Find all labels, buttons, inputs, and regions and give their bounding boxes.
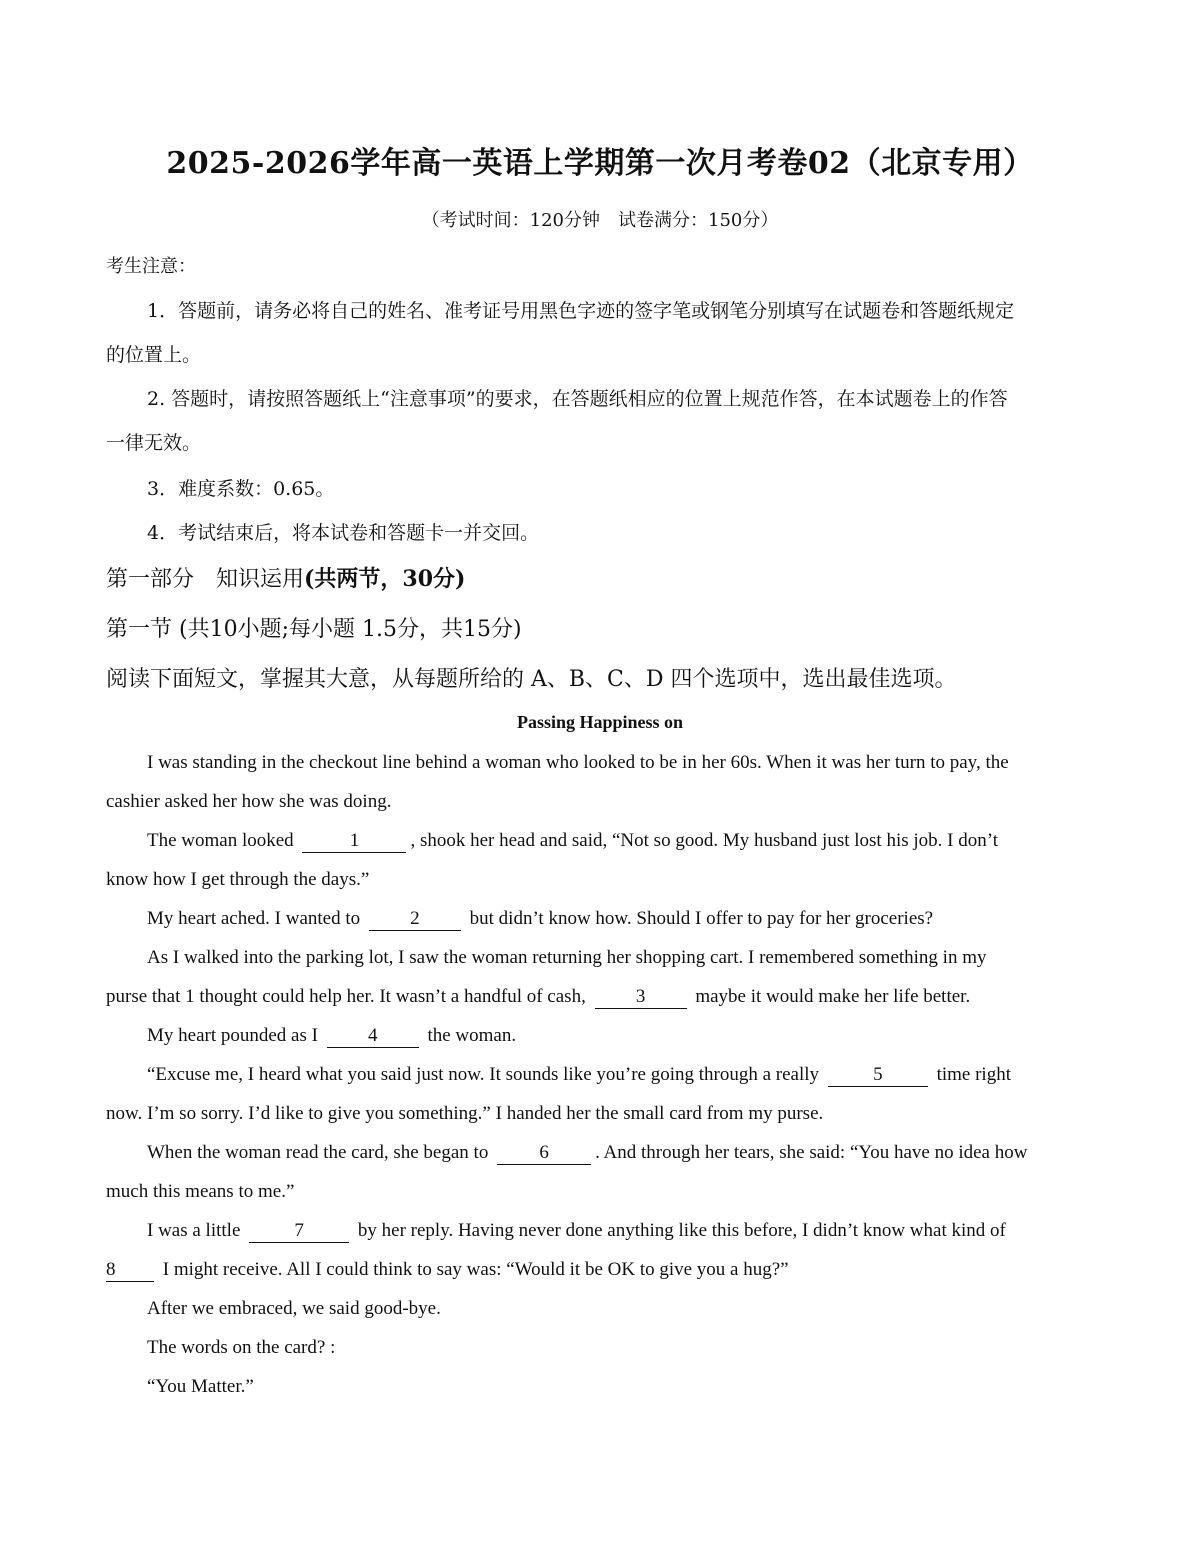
blank-1: 1 [302, 831, 406, 853]
story-paragraph-2-cont: know how I get through the days.” [106, 869, 370, 890]
text-segment: but didn’t know how. Should I offer to pay for her groceries? [469, 908, 934, 929]
story-paragraph-11: “You Matter.” [147, 1376, 254, 1397]
story-paragraph-6-cont: now. I’m so sorry. I’d like to give you something.” I handed her the small card from my purse. [106, 1103, 824, 1124]
story-paragraph-6 [147, 1064, 1011, 1087]
text-segment: purse that 1 thought could help her. It wasn’t a handful of cash, [106, 986, 586, 1007]
text-segment: , shook her head and said, “Not so good. My husband just lost his job. I don’t [410, 830, 998, 851]
blank-6: 6 [497, 1143, 591, 1165]
story-paragraph-9: After we embraced, we said good-bye. [147, 1298, 441, 1319]
story-paragraph-4-cont [106, 986, 970, 1009]
text-segment: maybe it would make her life better. [695, 986, 971, 1007]
story-paragraph-1-cont: cashier asked her how she was doing. [106, 791, 392, 812]
story-paragraph-7-cont: much this means to me.” [106, 1181, 295, 1202]
story-paragraph-8 [147, 1220, 1006, 1243]
text-segment: “Excuse me, I heard what you said just now. It sounds like you’re going through a really [147, 1064, 820, 1085]
story-paragraph-2 [147, 830, 998, 853]
story-paragraph-7 [147, 1142, 1027, 1165]
section-heading: 第一节 (共10小题;每小题 1.5分，共15分) [106, 617, 522, 642]
story-paragraph-1: I was standing in the checkout line behind a woman who looked to be in her 60s. When it was her turn to pay, the [147, 752, 1009, 773]
blank-8: 8 [106, 1260, 154, 1282]
story-paragraph-4: As I walked into the parking lot, I saw the woman returning her shopping cart. I remembered something in my [147, 947, 987, 968]
section-instruction: 阅读下面短文，掌握其大意，从每题所给的 A、B、C、D 四个选项中，选出最佳选项。 [106, 667, 957, 692]
text-segment: . And through her tears, she said: “You have no idea how [595, 1142, 1028, 1163]
part-heading-label: 第一部分 知识运用 [106, 567, 305, 592]
text-segment: I might receive. All I could think to say was: “Would it be OK to give you a hug?” [162, 1259, 789, 1280]
notice-item-2-cont: 一律无效。 [106, 432, 202, 454]
notice-item-2: 2. 答题时，请按照答题纸上“注意事项”的要求，在答题纸相应的位置上规范作答，在本试题卷上的作答 [147, 388, 1008, 410]
blank-2: 2 [369, 909, 461, 931]
blank-3: 3 [595, 987, 687, 1009]
story-paragraph-10: The words on the card? : [147, 1337, 336, 1358]
story-title: Passing Happiness on [516, 712, 684, 732]
notice-item-4: 4．考试结束后，将本试卷和答题卡一并交回。 [147, 522, 540, 544]
story-paragraph-5 [147, 1025, 516, 1048]
story-paragraph-3 [147, 908, 933, 931]
part-heading [106, 562, 465, 593]
text-segment: My heart pounded as I [147, 1025, 318, 1046]
story-paragraph-8-cont [106, 1259, 789, 1282]
blank-7: 7 [249, 1221, 349, 1243]
text-segment: The woman looked [147, 830, 294, 851]
text-segment: time right [936, 1064, 1011, 1085]
text-segment: by her reply. Having never done anything like this before, I didn’t know what kind of [357, 1220, 1006, 1241]
notice-item-1-cont: 的位置上。 [106, 344, 202, 366]
page-title: 2025-2026学年高一英语上学期第一次月考卷02（北京专用） [166, 146, 1034, 181]
blank-4: 4 [327, 1026, 419, 1048]
text-segment: I was a little [147, 1220, 241, 1241]
exam-info: （考试时间：120分钟 试卷满分：150分） [421, 210, 779, 231]
text-segment: the woman. [427, 1025, 517, 1046]
text-segment: When the woman read the card, she began to [147, 1142, 489, 1163]
notice-label: 考生注意： [106, 256, 196, 277]
part-heading-points: (共两节，30分) [304, 566, 466, 592]
notice-item-3: 3．难度系数：0.65。 [147, 478, 335, 500]
blank-5: 5 [828, 1065, 928, 1087]
notice-item-1: 1．答题前，请务必将自己的姓名、准考证号用黑色字迹的签字笔或钢笔分别填写在试题卷和答题纸规定 [147, 300, 1015, 322]
text-segment: My heart ached. I wanted to [147, 908, 361, 929]
